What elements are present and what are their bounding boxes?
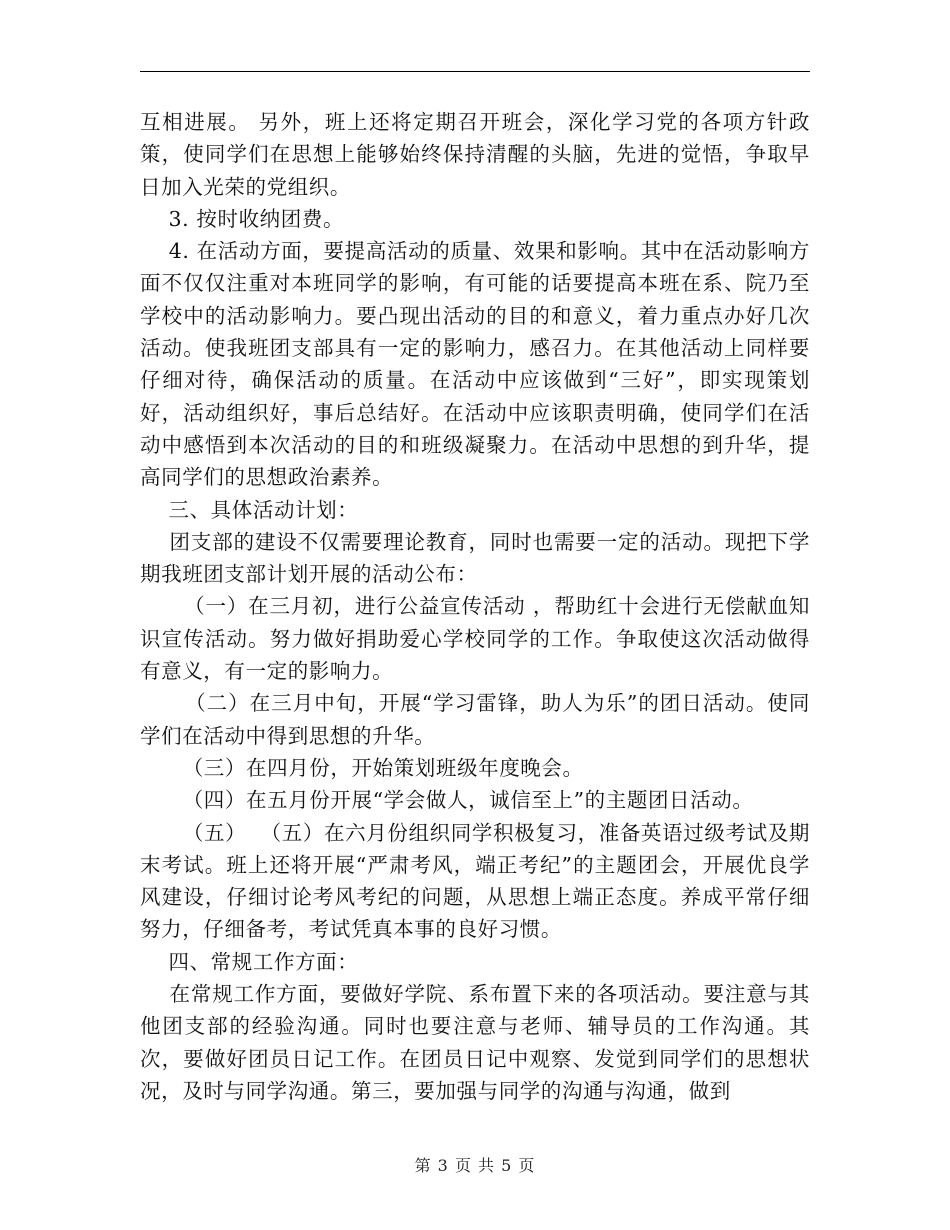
paragraph-intro: 团支部的建设不仅需要理论教育，同时也需要一定的活动。现把下学期我班团支部计划开展的活动公布： (140, 529, 810, 587)
section-heading-3: 三、具体活动计划： (140, 497, 359, 522)
paragraph-item-4: 4. 在活动方面，要提高活动的质量、效果和影响。其中在活动影响方面不仅仅注重对本班同学的影响，有可能的话要提高本班在系、院乃至学校中的活动影响力。要凸现出活动的目的和意义，着力重点办好几次活动。使我班团支部具有一定的影响力，感召力。在其他活动上同样要仔细对待，确保活动的质量。在活动中应该做到“三好”，即实现策划好，活动组织好，事后总结好。在活动中应该职责明确，使同学们在活动中感悟到本次活动的目的和班级凝聚力。在活动中思想的到升华，提高同学们的思想政治素养。 (140, 239, 810, 490)
document-body (140, 106, 810, 1107)
paragraph-continuation: 互相进展。 另外，班上还将定期召开班会，深化学习党的各项方针政策，使同学们在思想上能够始终保持清醒的头脑，先进的觉悟，争取早日加入光荣的党组织。 (140, 110, 810, 199)
page-number: 第 3 页 共 5 页 (414, 1156, 536, 1175)
activity-item-5: （五） （五）在六月份组织同学积极复习，准备英语过级考试及期末考试。班上还将开展“严肃考风，端正考纪”的主题团会，开展优良学风建设，仔细讨论考风考纪的问题，从思想上端正态度。养成平常仔细努力，仔细备考，考试凭真本事的良好习惯。 (140, 820, 811, 942)
activity-item-1: （一）在三月初，进行公益宣传活动 ，帮助红十会进行无偿献血知识宣传活动。努力做好捐助爱心学校同学的工作。争取使这次活动做得有意义，有一定的影响力。 (140, 594, 811, 684)
section-heading-4: 四、常规工作方面： (140, 949, 359, 974)
header-rule (140, 71, 810, 72)
activity-item-3: （三）在四月份，开始策划班级年度晚会。 (140, 755, 584, 780)
paragraph-routine-work: 在常规工作方面，要做好学院、系布置下来的各项活动。要注意与其他团支部的经验沟通。同时也要注意与老师、辅导员的工作沟通。其次，要做好团员日记工作。在团员日记中观察、发觉到同学们的思想状况，及时与同学沟通。第三，要加强与同学的沟通与沟通，做到 (140, 982, 810, 1103)
activity-item-2: （二）在三月中旬，开展“学习雷锋，助人为乐”的团日活动。使同学们在活动中得到思想的升华。 (140, 691, 810, 748)
paragraph-item-3: 3. 按时收纳团费。 (140, 206, 345, 231)
activity-item-4: （四）在五月份开展“学会做人，诚信至上”的主题团日活动。 (140, 788, 754, 813)
